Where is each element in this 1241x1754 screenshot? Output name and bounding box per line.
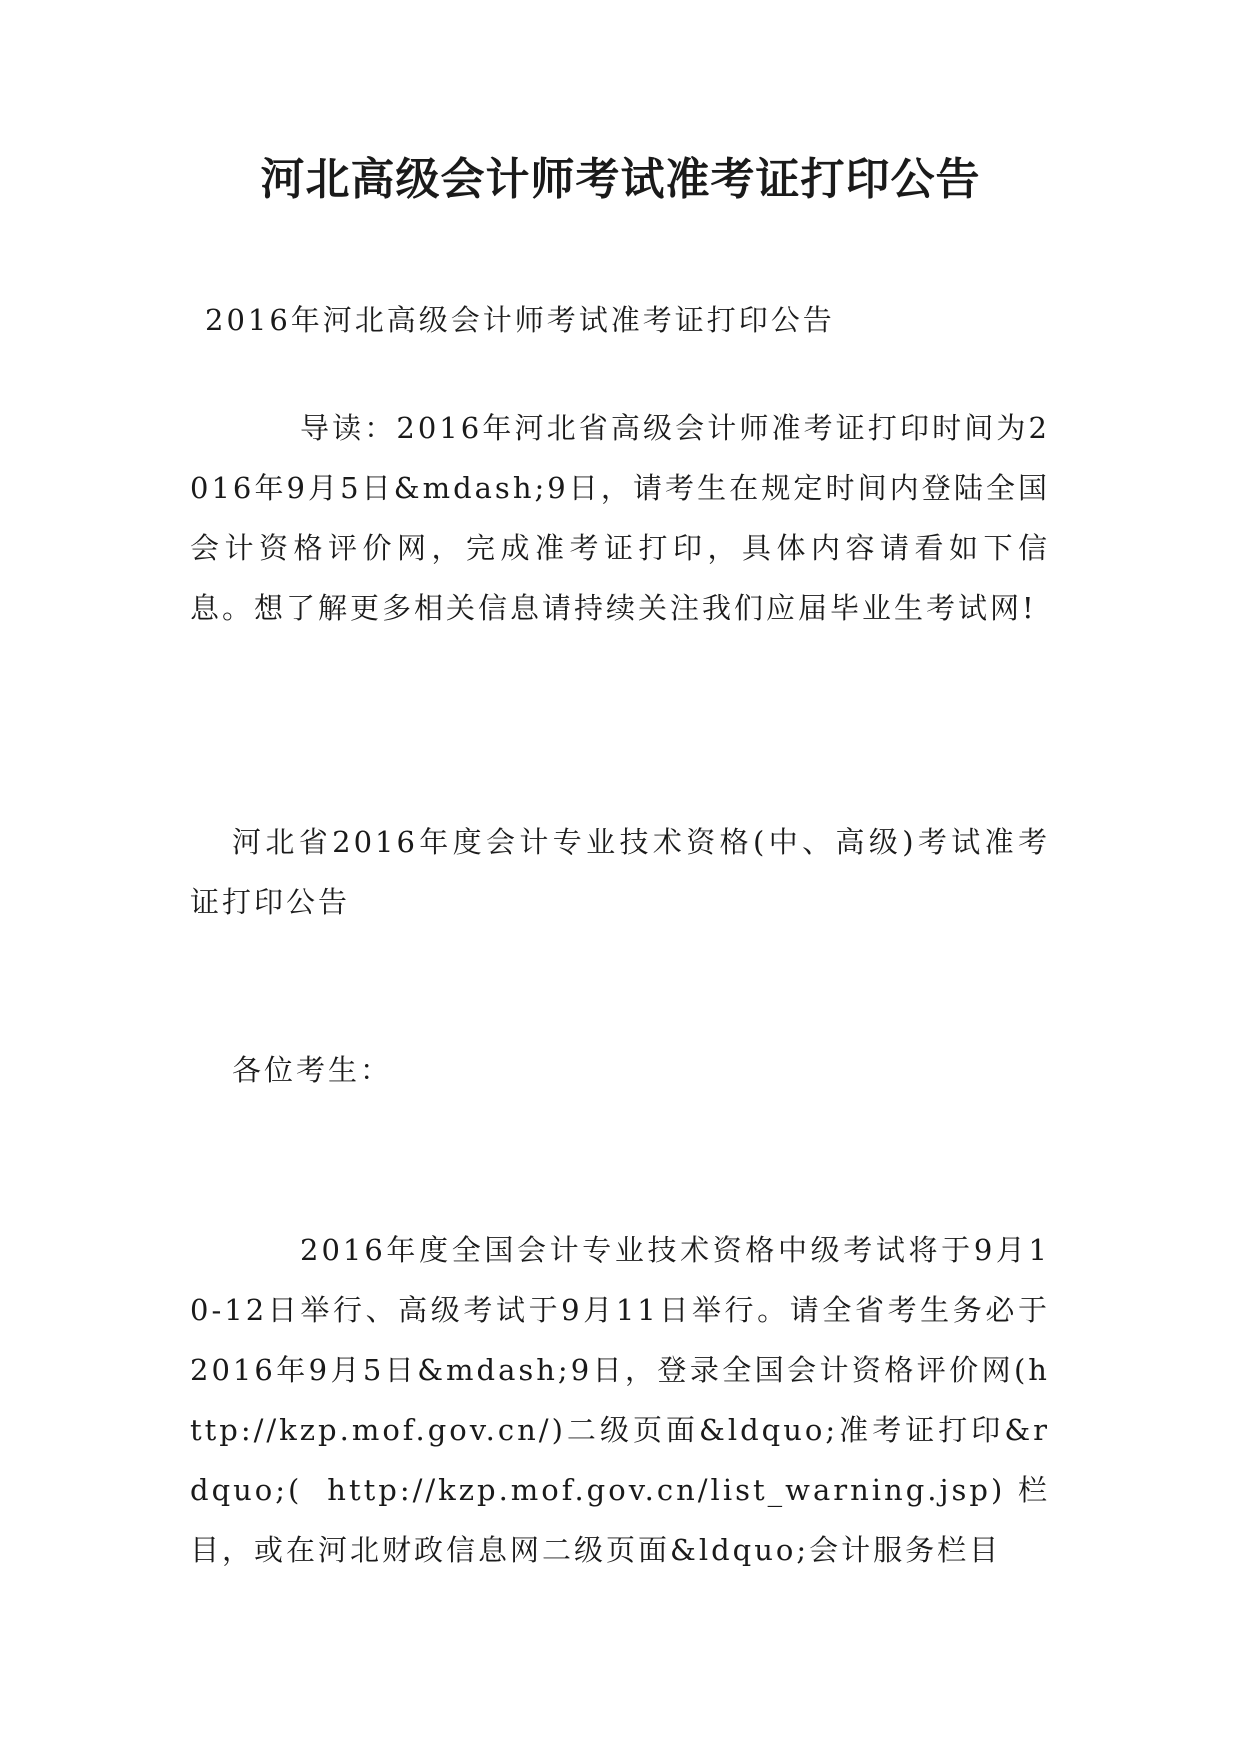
intro-paragraph: 导读：2016年河北省高级会计师准考证打印时间为2016年9月5日&mdash;9日，请考生在规定时间内登陆全国会计资格评价网，完成准考证打印，具体内容请看如下信息。想了解更多相关信息请持续关注我们应届毕业生考试网! [190, 411, 1050, 625]
notice-heading: 河北省2016年度会计专业技术资格(中、高级)考试准考证打印公告 [190, 825, 1050, 919]
salutation: 各位考生： [232, 1053, 393, 1087]
document-subtitle: 2016年河北高级会计师考试准考证打印公告 [205, 303, 835, 337]
document-title: 河北高级会计师考试准考证打印公告 [260, 154, 981, 205]
body-paragraph: 2016年度全国会计专业技术资格中级考试将于9月10-12日举行、高级考试于9月11日举行。请全省考生务必于2016年9月5日&mdash;9日，登录全国会计资格评价网(http://kzp.mof.gov.cn/)二级页面&ldquo;准考证打印&rdquo;( http://kzp.mof.gov.cn/list_warning.jsp)栏目，或在河北财政信息网二级页面&ldquo;会计服务栏目 [190, 1233, 1050, 1567]
